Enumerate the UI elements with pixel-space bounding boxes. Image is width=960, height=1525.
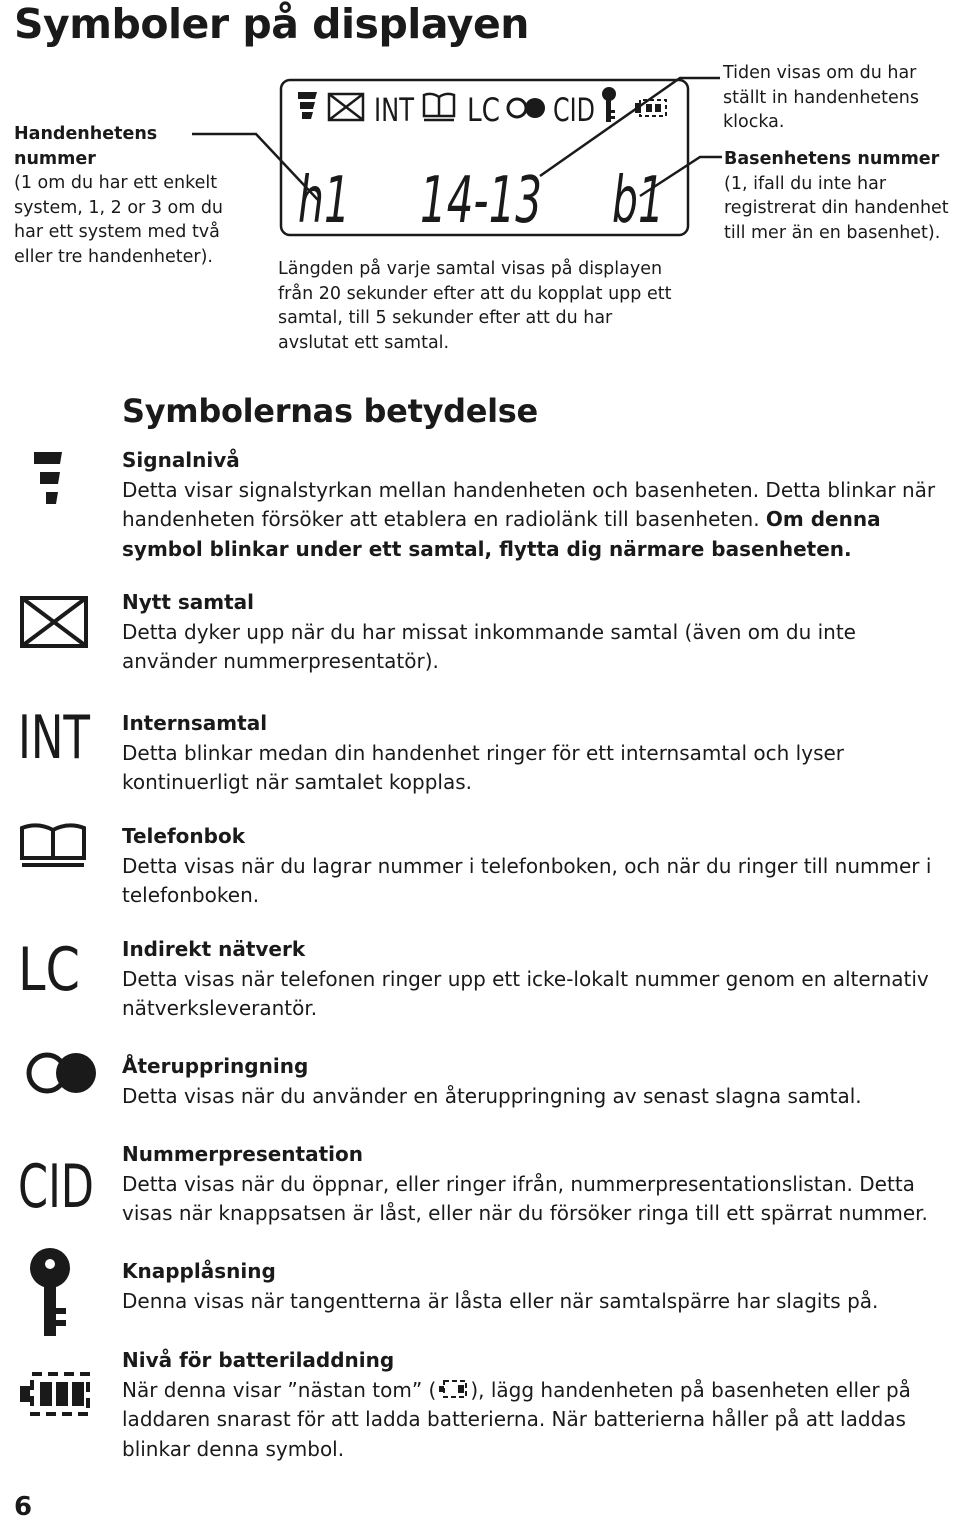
symbol-text: Detta visas när du öppnar, eller ringer ifrån, nummerpresentationslistan. Detta visas när knappsatsen är låst, eller när du försöker ringa till ett spärrat nummer. <box>122 1171 928 1225</box>
callout-call-duration <box>278 257 688 355</box>
symbol-title: Återuppringning <box>122 1054 309 1078</box>
lcd-cid-label: CID <box>553 91 595 129</box>
callout-handset-title: Handenhetens nummer <box>14 124 158 169</box>
int-icon <box>14 700 104 773</box>
battery-icon <box>14 1368 104 1423</box>
symbol-entry-keylock <box>122 1257 952 1316</box>
symbol-title: Nivå för batteriladdning <box>122 1348 395 1372</box>
symbol-title: Internsamtal <box>122 711 268 735</box>
lcd-base-number: b1 <box>612 164 664 238</box>
callout-base-number <box>724 147 960 245</box>
lcd-handset-number: h1 <box>298 164 350 238</box>
symbol-entry-intercom <box>122 709 952 798</box>
book-icon <box>14 818 104 873</box>
callout-base-title: Basenhetens nummer <box>724 149 940 169</box>
symbol-entry-battery <box>122 1346 952 1464</box>
lcd-int-label: INT <box>374 91 415 129</box>
symbol-text-bold: Om denna symbol blinkar under ett samtal, flytta dig närmare basenheten. <box>122 507 881 561</box>
lcd-book-icon <box>424 94 454 120</box>
symbol-text: Denna visas när tangentterna är låsta eller när samtalspärre har slagits på. <box>122 1288 879 1313</box>
int-icon-label: INT <box>18 703 91 773</box>
cid-icon <box>14 1145 104 1222</box>
callout-time-text: Tiden visas om du har ställt in handenhetens klocka. <box>723 63 919 132</box>
symbol-title: Telefonbok <box>122 824 246 848</box>
callout-handset-number <box>14 122 229 269</box>
symbol-text: Detta visar signalstyrkan mellan handenheten och basenheten. Detta blinkar när handenheten försöker att etablera en radiolänk till basenheten. <box>122 477 936 531</box>
lcd-redial-icon <box>508 98 545 118</box>
symbol-text: Detta visas när telefonen ringer upp ett icke-lokalt nummer genom en alternativ nätverksleverantör. <box>122 966 929 1020</box>
symbol-title: Indirekt nätverk <box>122 937 306 961</box>
lcd-battery-icon <box>636 100 666 116</box>
lc-icon <box>14 930 104 1005</box>
symbol-text-before: När denna visar ”nästan tom” ( <box>122 1377 437 1402</box>
symbol-text: Detta dyker upp när du har missat inkommande samtal (även om du inte använder nummerpresentatör). <box>122 619 856 673</box>
section-title: Symbolernas betydelse <box>122 392 538 430</box>
symbol-text: Detta visas när du lagrar nummer i telefonboken, och när du ringer till nummer i telefonboken. <box>122 853 932 907</box>
lcd-time: 14-13 <box>420 164 542 238</box>
symbol-entry-new-call <box>122 588 952 677</box>
callout-duration-text: Längden på varje samtal visas på displayen från 20 sekunder efter att du kopplat upp ett samtal, till 5 sekunder efter att du har avslutat ett samtal. <box>278 259 672 353</box>
lcd-lc-label: LC <box>467 91 500 129</box>
symbol-title: Signalnivå <box>122 448 240 472</box>
symbol-entry-indirect-network <box>122 935 952 1024</box>
page-number: 6 <box>14 1492 33 1522</box>
battery-low-inline-icon <box>436 1378 470 1400</box>
callout-time <box>723 61 960 135</box>
symbol-title: Nytt samtal <box>122 590 255 614</box>
cid-icon-label: CID <box>18 1152 94 1222</box>
envelope-icon <box>14 593 104 653</box>
page-title: Symboler på displayen <box>14 0 529 48</box>
symbol-text: Detta visas när du använder en återuppringning av senast slagna samtal. <box>122 1083 862 1108</box>
symbol-entry-phonebook <box>122 822 952 911</box>
lcd-signal-icon <box>298 92 317 119</box>
symbol-text-after: ), lägg handenheten på basenheten eller på laddaren snarast för att ladda batterierna. När batterierna håller på att laddas blinkar denna symbol. <box>122 1377 911 1461</box>
lc-icon-label: LC <box>18 935 80 1005</box>
lcd-key-icon <box>602 87 616 122</box>
symbol-title: Knapplåsning <box>122 1259 276 1283</box>
symbol-entry-redial <box>122 1052 952 1111</box>
lcd-envelope-icon <box>329 94 363 120</box>
symbol-entry-signal <box>122 446 952 564</box>
symbol-text: Detta blinkar medan din handenhet ringer för ett internsamtal och lyser kontinuerligt när samtalet kopplas. <box>122 740 845 794</box>
redial-icon <box>14 1045 104 1105</box>
callout-base-text: (1, ifall du inte har registrerat din handenhet till mer än en basenhet). <box>724 173 949 243</box>
key-icon <box>14 1246 104 1341</box>
callout-handset-text: (1 om du har ett enkelt system, 1, 2 or 3 om du har ett system med två eller tre handenheter). <box>14 173 224 267</box>
symbol-entry-caller-id <box>122 1140 952 1229</box>
signal-icon <box>14 450 104 520</box>
symbol-title: Nummerpresentation <box>122 1142 363 1166</box>
